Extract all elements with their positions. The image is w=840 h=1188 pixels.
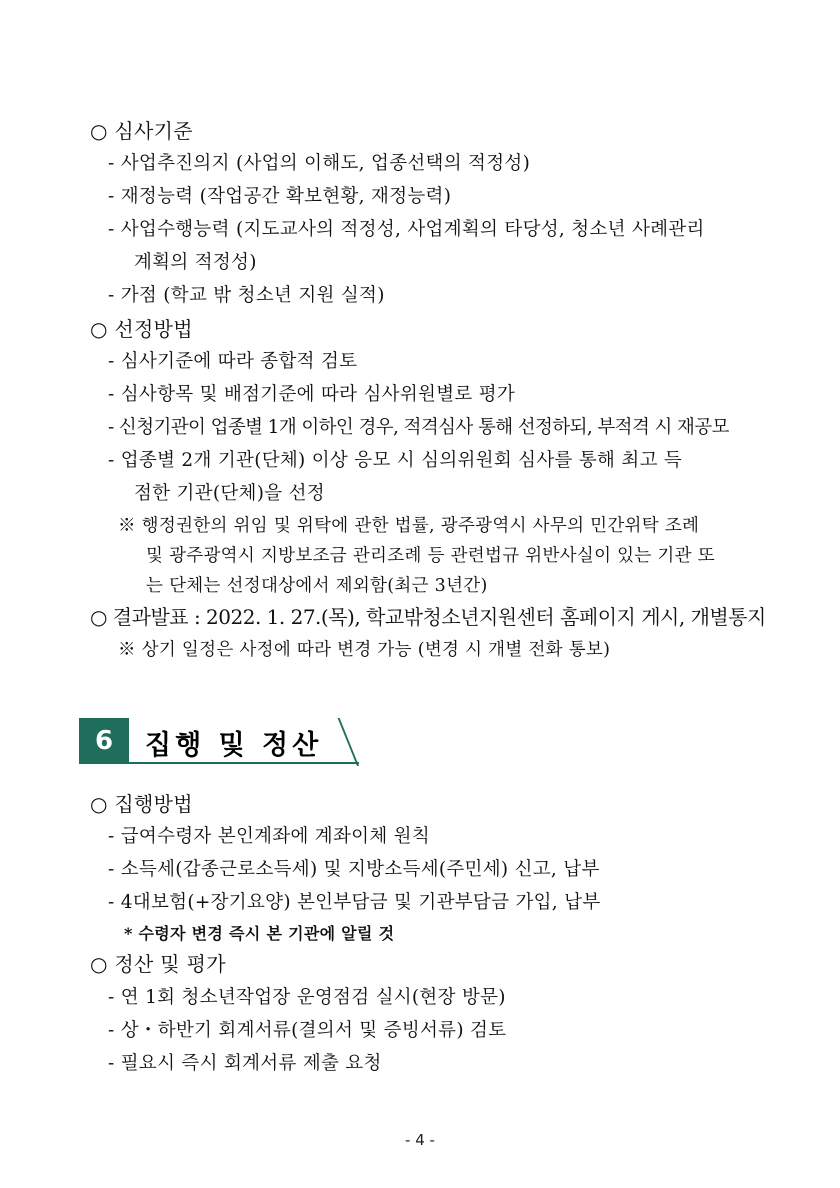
execution-item: - 급여수령자 본인계좌에 계좌이체 원칙 [108,826,431,847]
section-slash [338,718,359,766]
criteria-item: - 사업수행능력 (지도교사의 적정성, 사업계획의 타당성, 청소년 사례관리 [108,219,705,240]
selection-note: ※ 행정권한의 위임 및 위탁에 관한 법률, 광주광역시 사무의 민간위탁 조례 [118,516,700,536]
selection-item: - 업종별 2개 기관(단체) 이상 응모 시 심의위원회 심사를 통해 최고 득 [108,450,683,471]
execution-note: * 수령자 변경 즉시 본 기관에 알릴 것 [124,924,395,943]
section-number: 6 [79,718,129,764]
settlement-item: - 필요시 즉시 회계서류 제출 요청 [108,1053,382,1074]
selection-item: - 심사항목 및 배점기준에 따라 심사위원별로 평가 [108,384,516,405]
section-header [79,718,359,764]
criteria-item-continued: 계획의 적정성) [134,252,257,273]
criteria-item: - 가점 (학교 밖 청소년 지원 실적) [108,285,385,306]
criteria-item: - 사업추진의지 (사업의 이해도, 업종선택의 적정성) [108,153,531,174]
selection-note-continued: 및 광주광역시 지방보조금 관리조례 등 관련법규 위반사실이 있는 기관 또 [146,546,715,566]
settlement-heading: ○ 정산 및 평가 [90,952,226,976]
settlement-item: - 상・하반기 회계서류(결의서 및 증빙서류) 검토 [108,1020,507,1041]
criteria-heading: ○ 심사기준 [90,119,193,143]
selection-item: - 심사기준에 따라 종합적 검토 [108,351,358,372]
section-title: 집행 및 정산 [145,730,323,761]
selection-item: - 신청기관이 업종별 1개 이하인 경우, 적격심사 통해 선정하되, 부적격 시 재공모 [108,417,729,438]
selection-heading: ○ 선정방법 [90,317,193,341]
page-number: - 4 - [405,1131,435,1149]
selection-item-continued: 점한 기관(단체)을 선정 [134,483,325,504]
result-note: ※ 상기 일정은 사정에 따라 변경 가능 (변경 시 개별 전화 통보) [118,640,611,660]
execution-item: - 소득세(갑종근로소득세) 및 지방소득세(주민세) 신고, 납부 [108,859,600,880]
section-underline [129,762,359,764]
selection-note-continued: 는 단체는 선정대상에서 제외함(최근 3년간) [146,576,488,596]
execution-heading: ○ 집행방법 [90,792,193,816]
criteria-item: - 재정능력 (작업공간 확보현황, 재정능력) [108,186,452,207]
execution-item: - 4대보험(+장기요양) 본인부담금 및 기관부담금 가입, 납부 [108,892,601,913]
settlement-item: - 연 1회 청소년작업장 운영점검 실시(현장 방문) [108,987,506,1008]
result-heading: ○ 결과발표 : 2022. 1. 27.(목), 학교밖청소년지원센터 홈페이지 게시, 개별통지 [90,605,766,629]
